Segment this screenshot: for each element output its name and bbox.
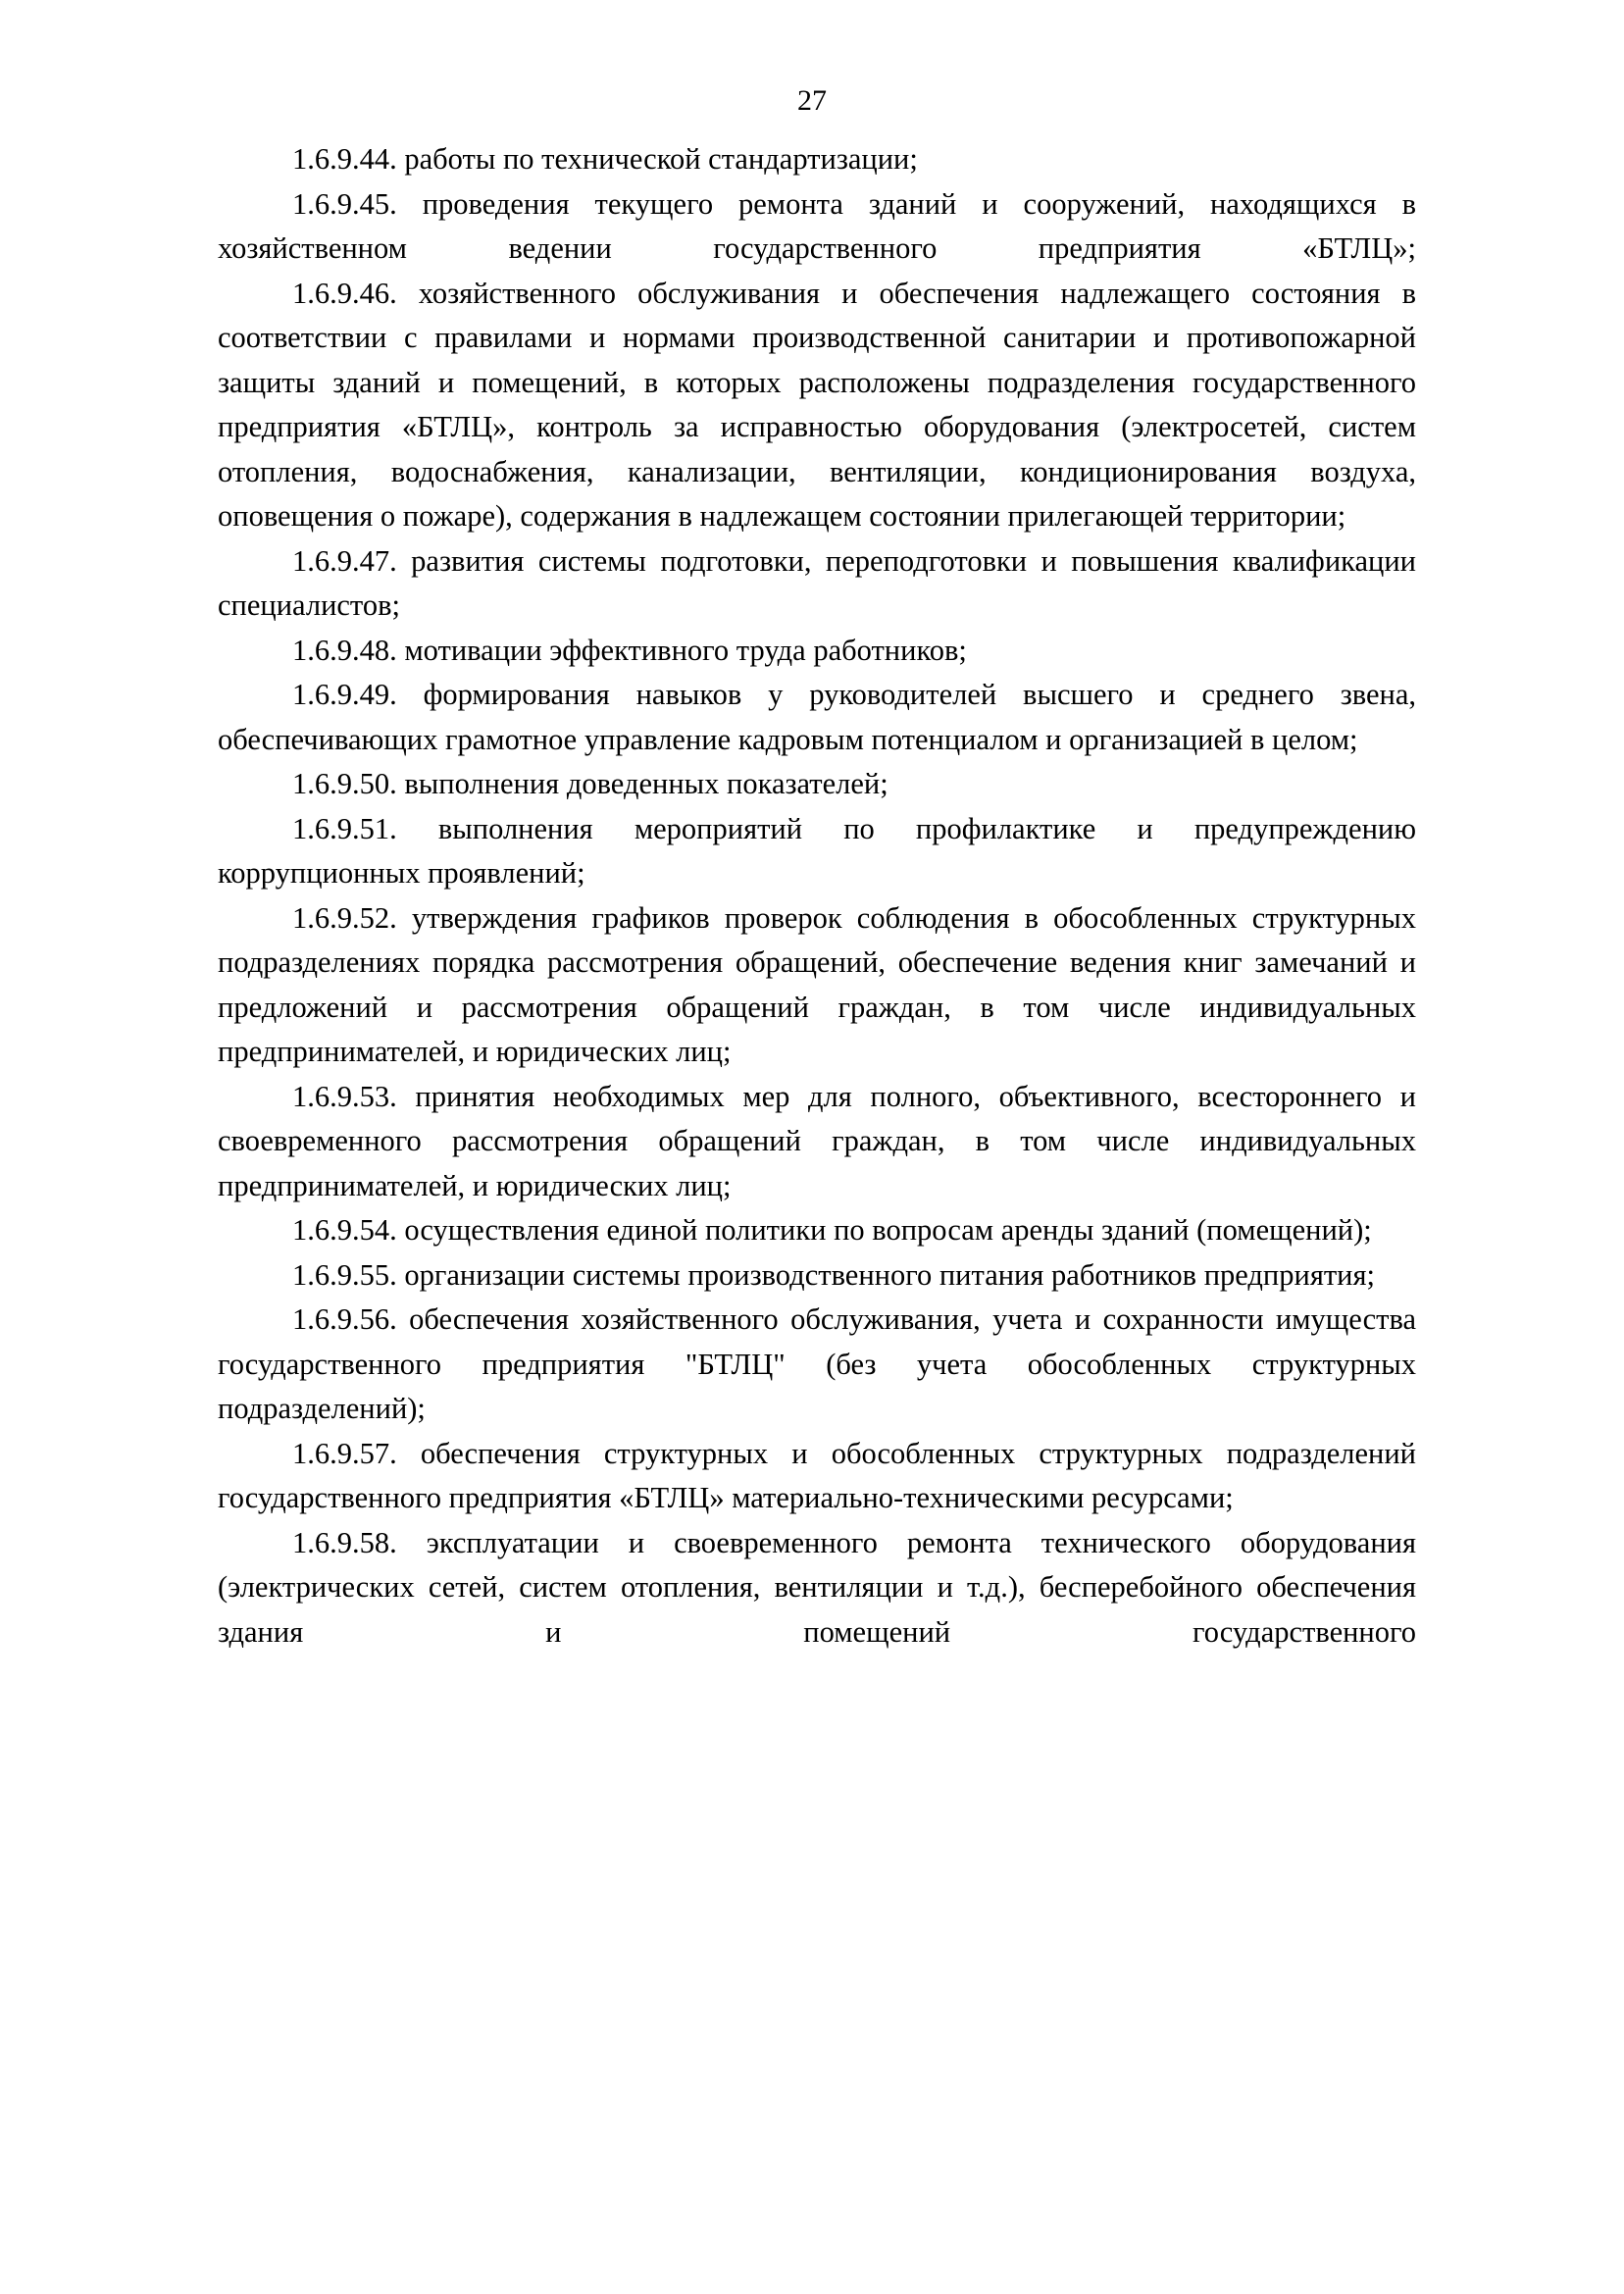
paragraph: 1.6.9.58. эксплуатации и своевременного ремонта технического оборудования (электрических сетей, систем отопления, вентиляции и т.д.), бесперебойного обеспечения здания и помещений государственного (218, 1525, 1416, 1649)
paragraph: 1.6.9.56. обеспечения хозяйственного обслуживания, учета и сохранности имущества государственного предприятия "БТЛЦ" (без учета обособленных структурных подразделений); (218, 1302, 1416, 1425)
paragraph: 1.6.9.44. работы по технической стандартизации; (292, 142, 918, 176)
paragraph: 1.6.9.48. мотивации эффективного труда работников; (292, 633, 967, 667)
paragraph: 1.6.9.46. хозяйственного обслуживания и обеспечения надлежащего состояния в соответствии с правилами и нормами производственной санитарии и противопожарной защиты зданий и помещений, в которых расположены подразделения государственного предприятия «БТЛЦ», контроль за исправностью оборудования (электросетей, систем отопления, водоснабжения, канализации, вентиляции, кондиционирования воздуха, оповещения о пожаре), содержания в надлежащем состоянии прилегающей территории; (218, 276, 1416, 533)
paragraph: 1.6.9.49. формирования навыков у руководителей высшего и среднего звена, обеспечивающих грамотное управление кадровым потенциалом и организацией в целом; (218, 678, 1416, 756)
paragraph: 1.6.9.47. развития системы подготовки, переподготовки и повышения квалификации специалистов; (218, 543, 1416, 622)
paragraph: 1.6.9.53. принятия необходимых мер для полного, объективного, всестороннего и своевременного рассмотрения обращений граждан, в том числе индивидуальных предпринимателей, и юридических лиц; (218, 1079, 1416, 1202)
paragraph: 1.6.9.52. утверждения графиков проверок соблюдения в обособленных структурных подразделениях порядка рассмотрения обращений, обеспечение ведения книг замечаний и предложений и рассмотрения обращений граждан, в том числе индивидуальных предпринимателей, и юридических лиц; (218, 900, 1416, 1068)
paragraph: 1.6.9.51. выполнения мероприятий по профилактике и предупреждению коррупционных проявлений; (218, 811, 1416, 890)
paragraph: 1.6.9.55. организации системы производственного питания работников предприятия; (292, 1257, 1376, 1292)
paragraph: 1.6.9.45. проведения текущего ремонта зданий и сооружений, находящихся в хозяйственном ведении государственного предприятия «БТЛЦ»; (218, 186, 1416, 265)
document-body (218, 137, 1416, 1655)
page-number: 27 (797, 84, 827, 117)
paragraph: 1.6.9.57. обеспечения структурных и обособленных структурных подразделений государственного предприятия «БТЛЦ» материально-техническими ресурсами; (218, 1436, 1416, 1514)
paragraph: 1.6.9.54. осуществления единой политики по вопросам аренды зданий (помещений); (292, 1213, 1372, 1247)
paragraph: 1.6.9.50. выполнения доведенных показателей; (292, 767, 888, 800)
